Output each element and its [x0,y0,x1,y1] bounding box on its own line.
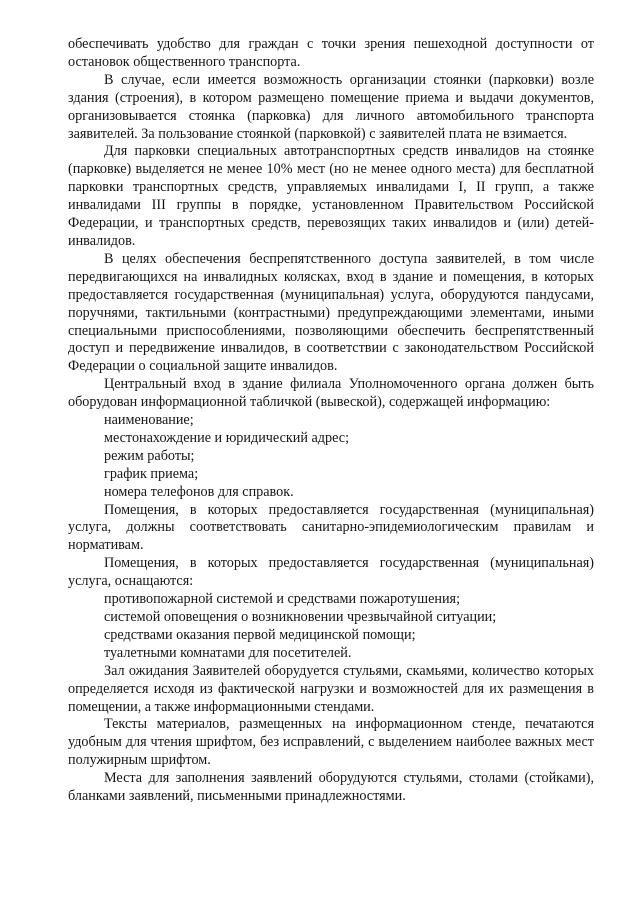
list-item: туалетными комнатами для посетителей. [104,644,352,661]
paragraph: Тексты материалов, размещенных на информационном стенде, печатаются удобным для чтения шрифтом, без исправлений, с выделением наиболее важных мест полужирным шрифтом. [68,716,594,769]
paragraph: Центральный вход в здание филиала Уполномоченного органа должен быть оборудован информационной табличкой (вывеской), содержащей информацию: [68,376,594,411]
paragraph: Помещения, в которых предоставляется государственная (муниципальная) услуга, оснащаются: [68,555,594,590]
paragraph: В случае, если имеется возможность организации стоянки (парковки) возле здания (строения), в котором размещено помещение приема и выдачи документов, организовывается стоянка (парковка) для личного автомобильного транспорта заявителей. За пользование стоянкой (парковкой) с заявителей плата не взимается. [68,71,594,142]
paragraph: Зал ожидания Заявителей оборудуется стульями, скамьями, количество которых определяется исходя из фактической нагрузки и возможностей для их размещения в помещении, а также информационными стендами. [68,662,594,715]
paragraph: обеспечивать удобство для граждан с точки зрения пешеходной доступности от остановок общественного транспорта. [68,36,594,70]
paragraph: В целях обеспечения беспрепятственного доступа заявителей, в том числе передвигающихся на инвалидных колясках, вход в здание и помещения, в которых предоставляется государственная (муниципальная) услуга, оборудуются пандусами, поручнями, тактильными (контрастными) предупреждающими элементами, иными специальными приспособлениями, позволяющими обеспечить беспрепятственный доступ и передвижение инвалидов, в соответствии с законодательством Российской Федерации о социальной защите инвалидов. [68,250,594,375]
list-item: наименование; [104,412,194,429]
list-item: системой оповещения о возникновении чрезвычайной ситуации; [104,609,497,625]
list-item: местонахождение и юридический адрес; [104,429,350,446]
paragraph: Места для заполнения заявлений оборудуются стульями, столами (стойками), бланками заявлений, письменными принадлежностями. [68,770,594,805]
list-item: номера телефонов для справок. [104,483,294,500]
list-item: средствами оказания первой медицинской помощи; [104,626,416,643]
list-item: противопожарной системой и средствами пожаротушения; [104,591,461,608]
paragraph: Для парковки специальных автотранспортных средств инвалидов на стоянке (парковке) выделяется не менее 10% мест (но не менее одного места) для бесплатной парковки транспортных средств, управляемых инвалидами I, II групп, а также инвалидами III группы в порядке, установленном Правительством Российской Федерации, и транспортных средств, перевозящих таких инвалидов и (или) детей-инвалидов. [68,143,594,249]
paragraph: Помещения, в которых предоставляется государственная (муниципальная) услуга, должны соответствовать санитарно-эпидемиологическим правилам и нормативам. [68,501,594,554]
list-item: график приема; [104,465,199,482]
list-item: режим работы; [104,447,195,464]
